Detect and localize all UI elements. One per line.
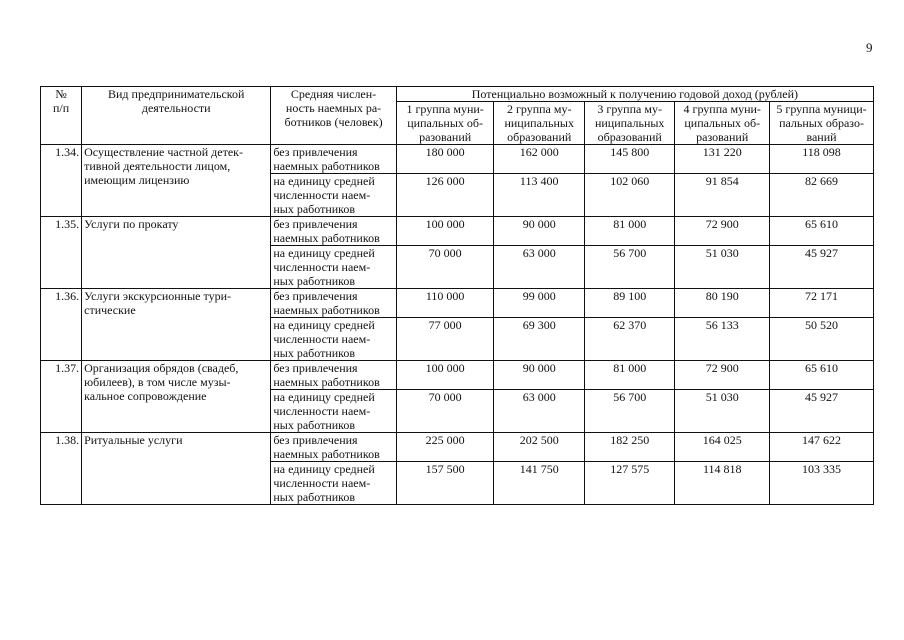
header-group-4-text: 4 группа муни- ципальных об- разований	[683, 102, 761, 144]
table-header	[41, 87, 874, 145]
header-group-1-text: 1 группа муни- ципальных об- разований	[406, 102, 484, 144]
income-value-group-2: 90 000	[494, 217, 584, 246]
income-value-group-1: 100 000	[396, 217, 494, 246]
activity-name: Организация обрядов (свадеб, юбилеев), в том числе музы- кальное сопровождение	[82, 361, 271, 433]
income-value-group-1: 70 000	[396, 246, 494, 289]
income-value-group-3: 127 575	[584, 462, 674, 505]
table-row	[41, 433, 874, 462]
income-table	[40, 86, 874, 505]
workers-condition: без привлечения наемных работников	[271, 289, 396, 318]
income-value-group-5: 72 171	[770, 289, 874, 318]
row-number: 1.37.	[41, 361, 82, 433]
header-workers-text: Средняя числен- ность наемных ра- ботников (человек)	[284, 87, 383, 129]
header-activity	[82, 87, 271, 145]
income-value-group-2: 90 000	[494, 361, 584, 390]
income-value-group-5: 118 098	[770, 145, 874, 174]
header-group-5-text: 5 группа муници- пальных образо- ваний	[776, 102, 867, 144]
income-value-group-2: 99 000	[494, 289, 584, 318]
header-group-2-text: 2 группа му- ниципальных образований	[504, 102, 574, 144]
income-value-group-4: 80 190	[675, 289, 770, 318]
income-value-group-1: 70 000	[396, 390, 494, 433]
workers-condition: на единицу средней численности наем- ных работников	[271, 246, 396, 289]
workers-condition: без привлечения наемных работников	[271, 145, 396, 174]
table-body	[41, 145, 874, 505]
income-value-group-5: 103 335	[770, 462, 874, 505]
workers-condition: без привлечения наемных работников	[271, 433, 396, 462]
workers-condition: на единицу средней численности наем- ных работников	[271, 462, 396, 505]
income-value-group-2: 162 000	[494, 145, 584, 174]
income-value-group-3: 89 100	[584, 289, 674, 318]
header-group-5	[770, 102, 874, 145]
income-value-group-1: 180 000	[396, 145, 494, 174]
income-value-group-3: 81 000	[584, 217, 674, 246]
income-value-group-4: 164 025	[675, 433, 770, 462]
header-num	[41, 87, 82, 145]
income-value-group-1: 157 500	[396, 462, 494, 505]
table-row	[41, 361, 874, 390]
table-row	[41, 145, 874, 174]
income-value-group-4: 56 133	[675, 318, 770, 361]
income-value-group-1: 110 000	[396, 289, 494, 318]
activity-name: Осуществление частной детек- тивной деятельности лицом, имеющим лицензию	[82, 145, 271, 217]
page-number: 9	[866, 40, 873, 55]
income-value-group-3: 145 800	[584, 145, 674, 174]
table-row	[41, 217, 874, 246]
row-number: 1.36.	[41, 289, 82, 361]
income-value-group-1: 77 000	[396, 318, 494, 361]
header-group-4	[675, 102, 770, 145]
income-value-group-5: 65 610	[770, 217, 874, 246]
income-value-group-4: 91 854	[675, 174, 770, 217]
activity-name: Ритуальные услуги	[82, 433, 271, 505]
activity-name: Услуги экскурсионные тури- стические	[82, 289, 271, 361]
income-value-group-2: 63 000	[494, 390, 584, 433]
income-value-group-1: 126 000	[396, 174, 494, 217]
income-value-group-4: 131 220	[675, 145, 770, 174]
income-value-group-2: 113 400	[494, 174, 584, 217]
workers-condition: без привлечения наемных работников	[271, 361, 396, 390]
income-value-group-4: 114 818	[675, 462, 770, 505]
workers-condition: на единицу средней численности наем- ных работников	[271, 318, 396, 361]
income-value-group-5: 82 669	[770, 174, 874, 217]
header-group-1	[396, 102, 494, 145]
row-number: 1.34.	[41, 145, 82, 217]
header-income-text: Потенциально возможный к получению годовой доход (рублей)	[471, 87, 799, 101]
income-value-group-5: 65 610	[770, 361, 874, 390]
table-row	[41, 289, 874, 318]
income-value-group-5: 147 622	[770, 433, 874, 462]
income-value-group-3: 102 060	[584, 174, 674, 217]
income-value-group-4: 72 900	[675, 217, 770, 246]
income-value-group-5: 45 927	[770, 246, 874, 289]
income-value-group-4: 72 900	[675, 361, 770, 390]
income-value-group-2: 63 000	[494, 246, 584, 289]
income-value-group-3: 56 700	[584, 246, 674, 289]
header-activity-text: Вид предпринимательской деятельности	[108, 87, 245, 115]
income-value-group-2: 202 500	[494, 433, 584, 462]
income-value-group-3: 62 370	[584, 318, 674, 361]
header-group-3-text: 3 группа му- ниципальных образований	[594, 102, 665, 144]
workers-condition: на единицу средней численности наем- ных работников	[271, 390, 396, 433]
income-value-group-1: 100 000	[396, 361, 494, 390]
header-group-2	[494, 102, 584, 145]
header-group-3	[584, 102, 674, 145]
income-value-group-3: 81 000	[584, 361, 674, 390]
income-value-group-1: 225 000	[396, 433, 494, 462]
row-number: 1.35.	[41, 217, 82, 289]
income-value-group-2: 141 750	[494, 462, 584, 505]
income-value-group-4: 51 030	[675, 246, 770, 289]
row-number: 1.38.	[41, 433, 82, 505]
income-value-group-5: 50 520	[770, 318, 874, 361]
activity-name: Услуги по прокату	[82, 217, 271, 289]
income-value-group-2: 69 300	[494, 318, 584, 361]
workers-condition: без привлечения наемных работников	[271, 217, 396, 246]
income-value-group-4: 51 030	[675, 390, 770, 433]
income-value-group-3: 182 250	[584, 433, 674, 462]
header-workers	[271, 87, 396, 145]
header-income	[396, 87, 873, 102]
header-num-text: № п/п	[52, 87, 70, 115]
income-value-group-5: 45 927	[770, 390, 874, 433]
income-value-group-3: 56 700	[584, 390, 674, 433]
workers-condition: на единицу средней численности наем- ных работников	[271, 174, 396, 217]
